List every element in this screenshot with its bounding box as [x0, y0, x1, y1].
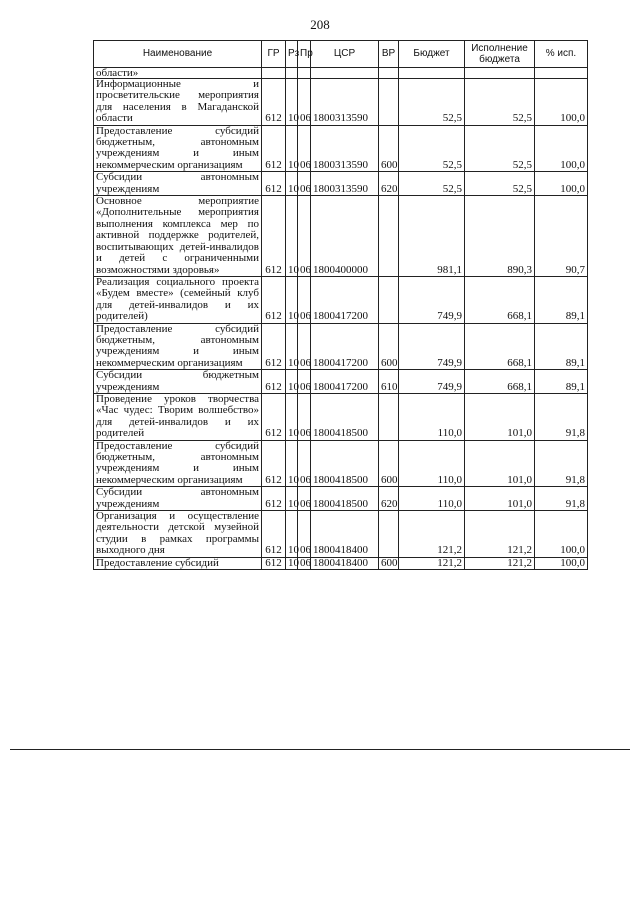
row-pr: 06 [298, 196, 311, 277]
row-pr [298, 68, 311, 79]
row-pct: 91,8 [535, 487, 588, 511]
row-pr: 06 [298, 370, 311, 394]
row-vr [379, 393, 399, 440]
row-pr: 06 [298, 440, 311, 487]
row-gr: 612 [262, 172, 286, 196]
row-budget: 52,5 [399, 172, 465, 196]
row-csr: 1800418500 [311, 393, 379, 440]
row-name: Предоставление субсидий бюджетным, автономным учреждениям и иным некоммерческим организациям [94, 125, 262, 172]
row-pr: 06 [298, 393, 311, 440]
table-row [94, 276, 588, 323]
row-pct: 100,0 [535, 172, 588, 196]
row-rz: 10 [286, 323, 298, 370]
row-gr: 612 [262, 79, 286, 126]
row-pct [535, 68, 588, 79]
row-pr: 06 [298, 557, 311, 569]
row-execution: 52,5 [465, 172, 535, 196]
column-header-execution: Исполнение бюджета [465, 41, 535, 68]
row-gr [262, 68, 286, 79]
row-csr: 1800418400 [311, 511, 379, 558]
row-execution: 52,5 [465, 125, 535, 172]
row-name: Предоставление субсидий бюджетным, автономным учреждениям и иным некоммерческим организациям [94, 323, 262, 370]
table-row [94, 370, 588, 394]
row-name: Информационные и просветительские мероприятия для населения в Магаданской области [94, 79, 262, 126]
table-row [94, 487, 588, 511]
row-gr: 612 [262, 276, 286, 323]
row-gr: 612 [262, 125, 286, 172]
row-csr: 1800313590 [311, 125, 379, 172]
row-csr: 1800400000 [311, 196, 379, 277]
row-gr: 612 [262, 196, 286, 277]
row-budget: 52,5 [399, 125, 465, 172]
row-name: Субсидии автономным учреждениям [94, 172, 262, 196]
table-header-row [94, 41, 588, 68]
row-pct: 100,0 [535, 557, 588, 569]
row-execution: 890,3 [465, 196, 535, 277]
table-row [94, 323, 588, 370]
row-pr: 06 [298, 511, 311, 558]
row-pr: 06 [298, 276, 311, 323]
row-csr: 1800417200 [311, 370, 379, 394]
row-gr: 612 [262, 557, 286, 569]
row-pr: 06 [298, 172, 311, 196]
row-name: Субсидии бюджетным учреждениям [94, 370, 262, 394]
row-vr: 620 [379, 487, 399, 511]
row-pr: 06 [298, 323, 311, 370]
budget-execution-table [93, 40, 588, 570]
row-rz: 10 [286, 172, 298, 196]
row-vr: 620 [379, 172, 399, 196]
row-name: Реализация социального проекта «Будем вместе» (семейный клуб для детей-инвалидов и их родителей) [94, 276, 262, 323]
row-vr [379, 196, 399, 277]
row-pr: 06 [298, 487, 311, 511]
row-execution: 668,1 [465, 276, 535, 323]
row-rz: 10 [286, 370, 298, 394]
row-budget [399, 68, 465, 79]
row-vr: 600 [379, 125, 399, 172]
row-gr: 612 [262, 511, 286, 558]
row-csr: 1800418500 [311, 440, 379, 487]
table-row [94, 79, 588, 126]
row-vr [379, 79, 399, 126]
row-rz: 10 [286, 440, 298, 487]
column-header-rz: Рз [286, 41, 298, 68]
row-name: Основное мероприятие «Дополнительные мероприятия выполнения комплекса мер по активной поддержке родителей, воспитывающих детей-инвалидов и детей с ограниченными возможностями здоровья» [94, 196, 262, 277]
row-pct: 89,1 [535, 370, 588, 394]
row-budget: 981,1 [399, 196, 465, 277]
row-budget: 749,9 [399, 276, 465, 323]
row-pct: 89,1 [535, 323, 588, 370]
row-pr: 06 [298, 125, 311, 172]
row-csr [311, 68, 379, 79]
table-row [94, 68, 588, 79]
row-name: области» [94, 68, 262, 79]
table-row [94, 440, 588, 487]
row-rz [286, 68, 298, 79]
row-pct: 100,0 [535, 511, 588, 558]
row-vr [379, 511, 399, 558]
row-vr: 610 [379, 370, 399, 394]
column-header-pr: Пр [298, 41, 311, 68]
row-name: Предоставление субсидий бюджетным, автономным учреждениям и иным некоммерческим организациям [94, 440, 262, 487]
row-vr: 600 [379, 440, 399, 487]
row-budget: 749,9 [399, 370, 465, 394]
row-csr: 1800418400 [311, 557, 379, 569]
row-csr: 1800418500 [311, 487, 379, 511]
table-row [94, 172, 588, 196]
row-vr [379, 276, 399, 323]
row-execution: 101,0 [465, 440, 535, 487]
page-number: 208 [310, 17, 330, 32]
row-vr [379, 68, 399, 79]
row-budget: 121,2 [399, 557, 465, 569]
row-execution [465, 68, 535, 79]
column-header-budget: Бюджет [399, 41, 465, 68]
row-budget: 110,0 [399, 487, 465, 511]
column-header-gr: ГР [262, 41, 286, 68]
row-pct: 100,0 [535, 125, 588, 172]
row-execution: 101,0 [465, 393, 535, 440]
page-divider-line [10, 749, 630, 750]
row-pct: 91,8 [535, 440, 588, 487]
row-pct: 91,8 [535, 393, 588, 440]
row-vr: 600 [379, 323, 399, 370]
row-execution: 668,1 [465, 370, 535, 394]
row-pr: 06 [298, 79, 311, 126]
row-execution: 668,1 [465, 323, 535, 370]
table-row [94, 196, 588, 277]
row-execution: 121,2 [465, 557, 535, 569]
row-budget: 52,5 [399, 79, 465, 126]
row-budget: 110,0 [399, 393, 465, 440]
table-row [94, 511, 588, 558]
row-gr: 612 [262, 440, 286, 487]
row-execution: 101,0 [465, 487, 535, 511]
row-vr: 600 [379, 557, 399, 569]
column-header-name: Наименование [94, 41, 262, 68]
row-csr: 1800417200 [311, 323, 379, 370]
row-rz: 10 [286, 557, 298, 569]
row-gr: 612 [262, 323, 286, 370]
row-csr: 1800313590 [311, 172, 379, 196]
row-name: Предоставление субсидий [94, 557, 262, 569]
column-header-pct: % исп. [535, 41, 588, 68]
row-rz: 10 [286, 487, 298, 511]
row-name: Проведение уроков творчества «Час чудес: Творим волшебство» для детей-инвалидов и их родителей [94, 393, 262, 440]
row-csr: 1800417200 [311, 276, 379, 323]
row-csr: 1800313590 [311, 79, 379, 126]
row-execution: 52,5 [465, 79, 535, 126]
row-pct: 100,0 [535, 79, 588, 126]
row-gr: 612 [262, 370, 286, 394]
row-name: Субсидии автономным учреждениям [94, 487, 262, 511]
row-rz: 10 [286, 276, 298, 323]
row-budget: 749,9 [399, 323, 465, 370]
row-pct: 90,7 [535, 196, 588, 277]
row-budget: 110,0 [399, 440, 465, 487]
row-rz: 10 [286, 196, 298, 277]
row-execution: 121,2 [465, 511, 535, 558]
row-budget: 121,2 [399, 511, 465, 558]
table-row [94, 557, 588, 569]
table-row [94, 393, 588, 440]
column-header-vr: ВР [379, 41, 399, 68]
row-pct: 89,1 [535, 276, 588, 323]
row-name: Организация и осуществление деятельности детской музейной студии в рамках программы выходного дня [94, 511, 262, 558]
column-header-csr: ЦСР [311, 41, 379, 68]
row-gr: 612 [262, 393, 286, 440]
row-rz: 10 [286, 393, 298, 440]
row-rz: 10 [286, 79, 298, 126]
row-rz: 10 [286, 511, 298, 558]
row-rz: 10 [286, 125, 298, 172]
table-row [94, 125, 588, 172]
row-gr: 612 [262, 487, 286, 511]
